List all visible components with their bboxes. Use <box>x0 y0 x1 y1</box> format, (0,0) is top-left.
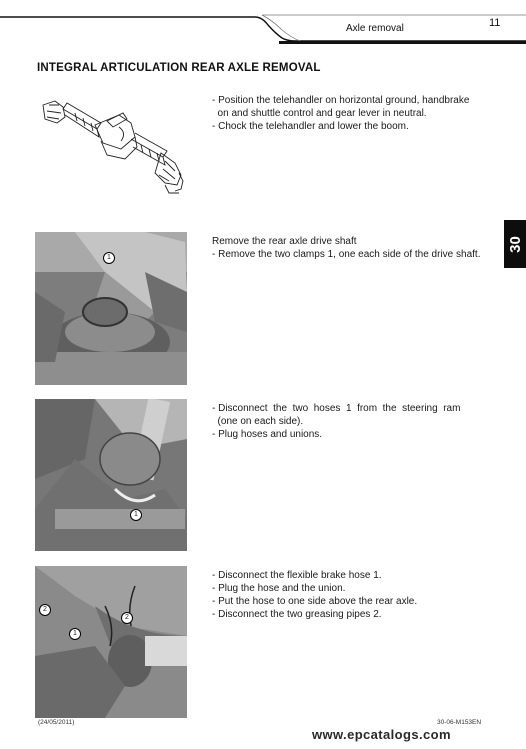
step-text-line: - Put the hose to one side above the rear axle. <box>212 596 418 607</box>
step-text-line: - Remove the two clamps 1, one each side of the drive shaft. <box>212 249 481 260</box>
callout-1: 1 <box>103 252 115 264</box>
step-text-line: (one on each side). <box>212 416 304 427</box>
page-title: INTEGRAL ARTICULATION REAR AXLE REMOVAL <box>37 62 321 74</box>
chapter-tab <box>504 220 526 268</box>
step-text-line: - Plug the hose and the union. <box>212 583 346 594</box>
callout-2: 2 <box>39 604 51 616</box>
watermark-link[interactable]: www.epcatalogs.com <box>312 727 451 742</box>
callout-2: 2 <box>121 612 133 624</box>
chapter-tab-number: 30 <box>506 235 524 253</box>
step-text-line: Remove the rear axle drive shaft <box>212 236 357 247</box>
callout-1: 1 <box>69 628 81 640</box>
footer-doc-code: 30-06-M153EN <box>437 719 482 726</box>
step-text-line: - Disconnect the two greasing pipes 2. <box>212 609 382 620</box>
brake-hose-photo <box>35 566 187 718</box>
step-1-text <box>212 94 490 133</box>
step-2-text <box>212 235 490 261</box>
page-number: 11 <box>489 17 501 29</box>
step-4-text <box>212 569 490 621</box>
step-text-line: - Plug hoses and unions. <box>212 429 323 440</box>
header-tab-shape <box>0 0 526 48</box>
header-section-title: Axle removal <box>346 23 404 34</box>
step-text-line: on and shuttle control and gear lever in neutral. <box>212 108 427 119</box>
callout-1: 1 <box>130 509 142 521</box>
step-text-line: - Chock the telehandler and lower the boom. <box>212 121 409 132</box>
step-text-line: - Disconnect the flexible brake hose 1. <box>212 570 382 581</box>
step-3-text <box>212 402 490 441</box>
footer-date: (24/05/2011) <box>38 719 75 726</box>
steering-ram-photo <box>35 399 187 551</box>
axle-drawing <box>35 93 187 205</box>
step-text-line: - Position the telehandler on horizontal ground, handbrake <box>212 95 470 106</box>
drive-shaft-photo <box>35 232 187 385</box>
step-text-line: - Disconnect the two hoses 1 from the steering ram <box>212 403 461 414</box>
